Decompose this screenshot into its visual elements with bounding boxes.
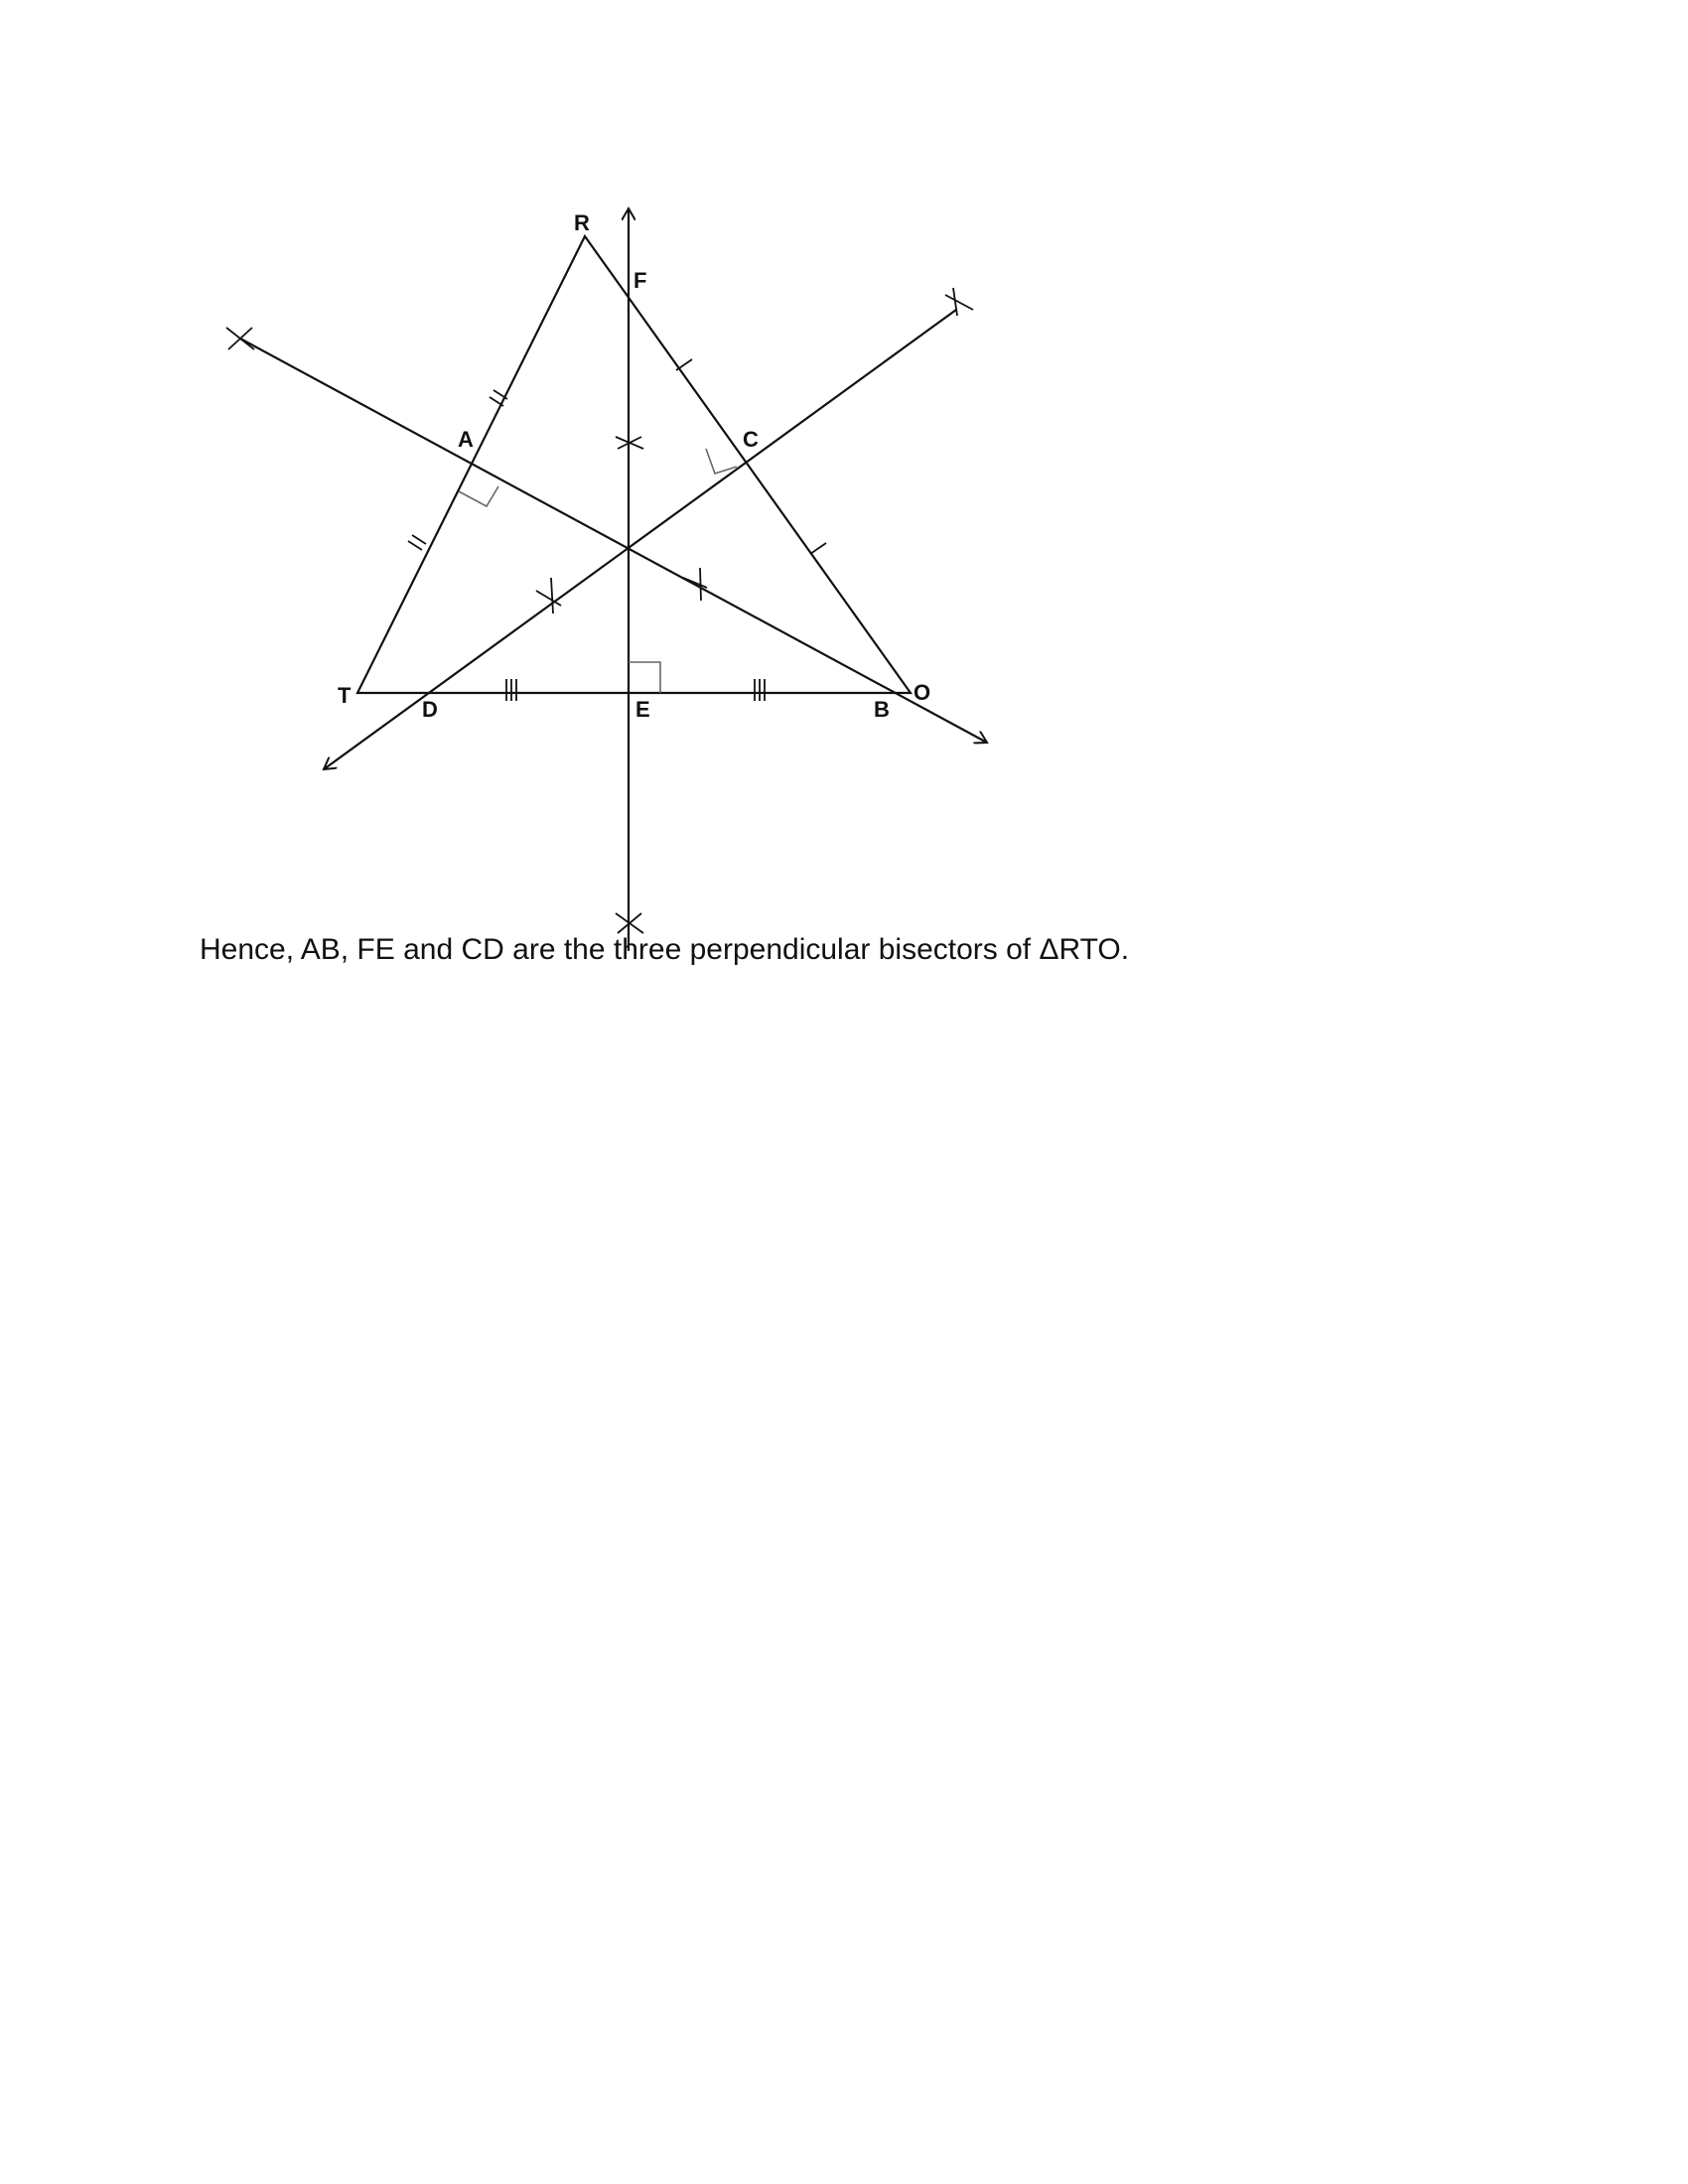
label-f: F (633, 268, 647, 293)
label-d: D (422, 697, 438, 722)
label-o: O (914, 680, 931, 705)
triangle-rto (357, 236, 911, 693)
bisector-ab (240, 339, 987, 743)
label-a: A (458, 427, 474, 452)
arc-marks (226, 288, 973, 933)
caption-text: Hence, AB, FE and CD are the three perpendicular bisectors of ΔRTO. (200, 933, 1130, 966)
label-b: B (874, 697, 890, 722)
label-t: T (338, 683, 352, 708)
label-e: E (635, 697, 650, 722)
label-r: R (574, 210, 590, 235)
equal-side-ticks (408, 359, 826, 701)
label-c: C (743, 427, 759, 452)
